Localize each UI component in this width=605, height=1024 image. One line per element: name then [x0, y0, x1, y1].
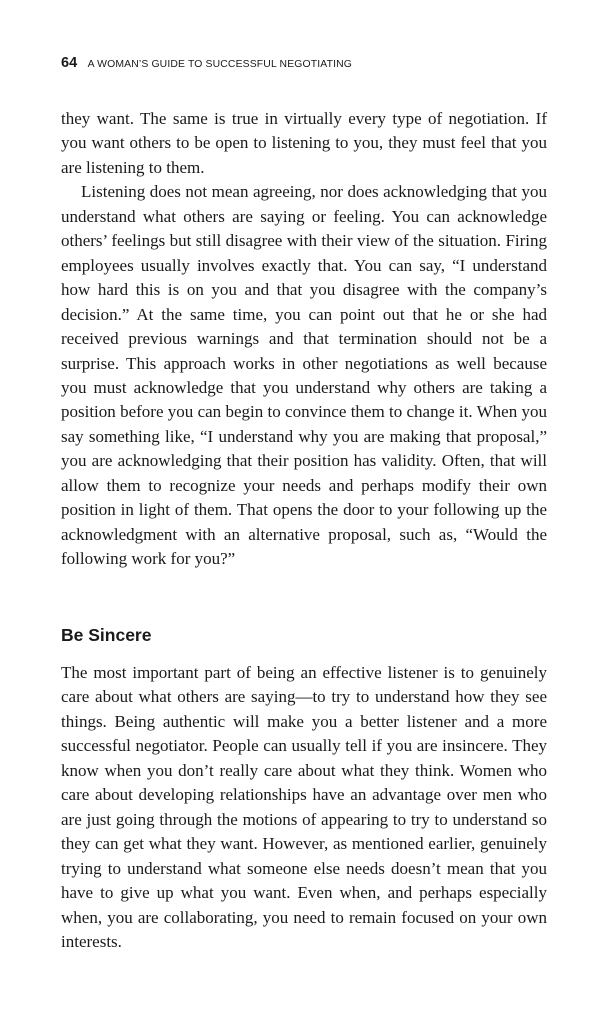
continued-paragraph: they want. The same is true in virtually every type of negotiation. If you want others to be open to listening to you, they must feel that you are listening to them. [61, 109, 547, 177]
body-text-before-heading [61, 107, 547, 572]
running-head [61, 55, 352, 73]
listening-paragraph: Listening does not mean agreeing, nor does acknowledging that you understand what others are saying or feeling. You can acknowledge others’ feelings but still disagree with their view of the situation. Firing employees usually involves exactly that. You can say, “I understand how hard this is on you and that you disagree with the company’s decision.” At the same time, you can point out that he or she had received previous warnings and that termination should not be a surprise. This approach works in other negotiations as well because you must acknowledge that you understand why others are taking a position before you can begin to convince them to change it. When you say something like, “I understand why you are making that proposal,” you are acknowledging that their position has validity. Often, that will allow them to recognize your needs and perhaps modify their own position in light of them. That opens the door to your following up the acknowledgment with an alternative proposal, such as, “Would the following work for you?” [61, 182, 547, 569]
body-text-after-heading [61, 661, 547, 954]
book-title: A WOMAN’S GUIDE TO SUCCESSFUL NEGOTIATING [87, 59, 353, 70]
page-number: 64 [61, 55, 78, 71]
section-heading: Be Sincere [61, 625, 152, 645]
sincere-paragraph: The most important part of being an effective listener is to genuinely care about what others are saying—to try to understand how they see things. Being authentic will make you a better listener and a more successful negotiator. People can usually tell if you are insincere. They know when you don’t really care about what they think. Women who care about developing relationships have an advantage over men who are just going through the motions of appearing to try to understand so they can get what they want. However, as mentioned earlier, genuinely trying to understand what someone else needs doesn’t mean that you have to give up what you want. Even when, and perhaps especially when, you are collaborating, you need to remain focused on your own interests. [61, 663, 547, 951]
